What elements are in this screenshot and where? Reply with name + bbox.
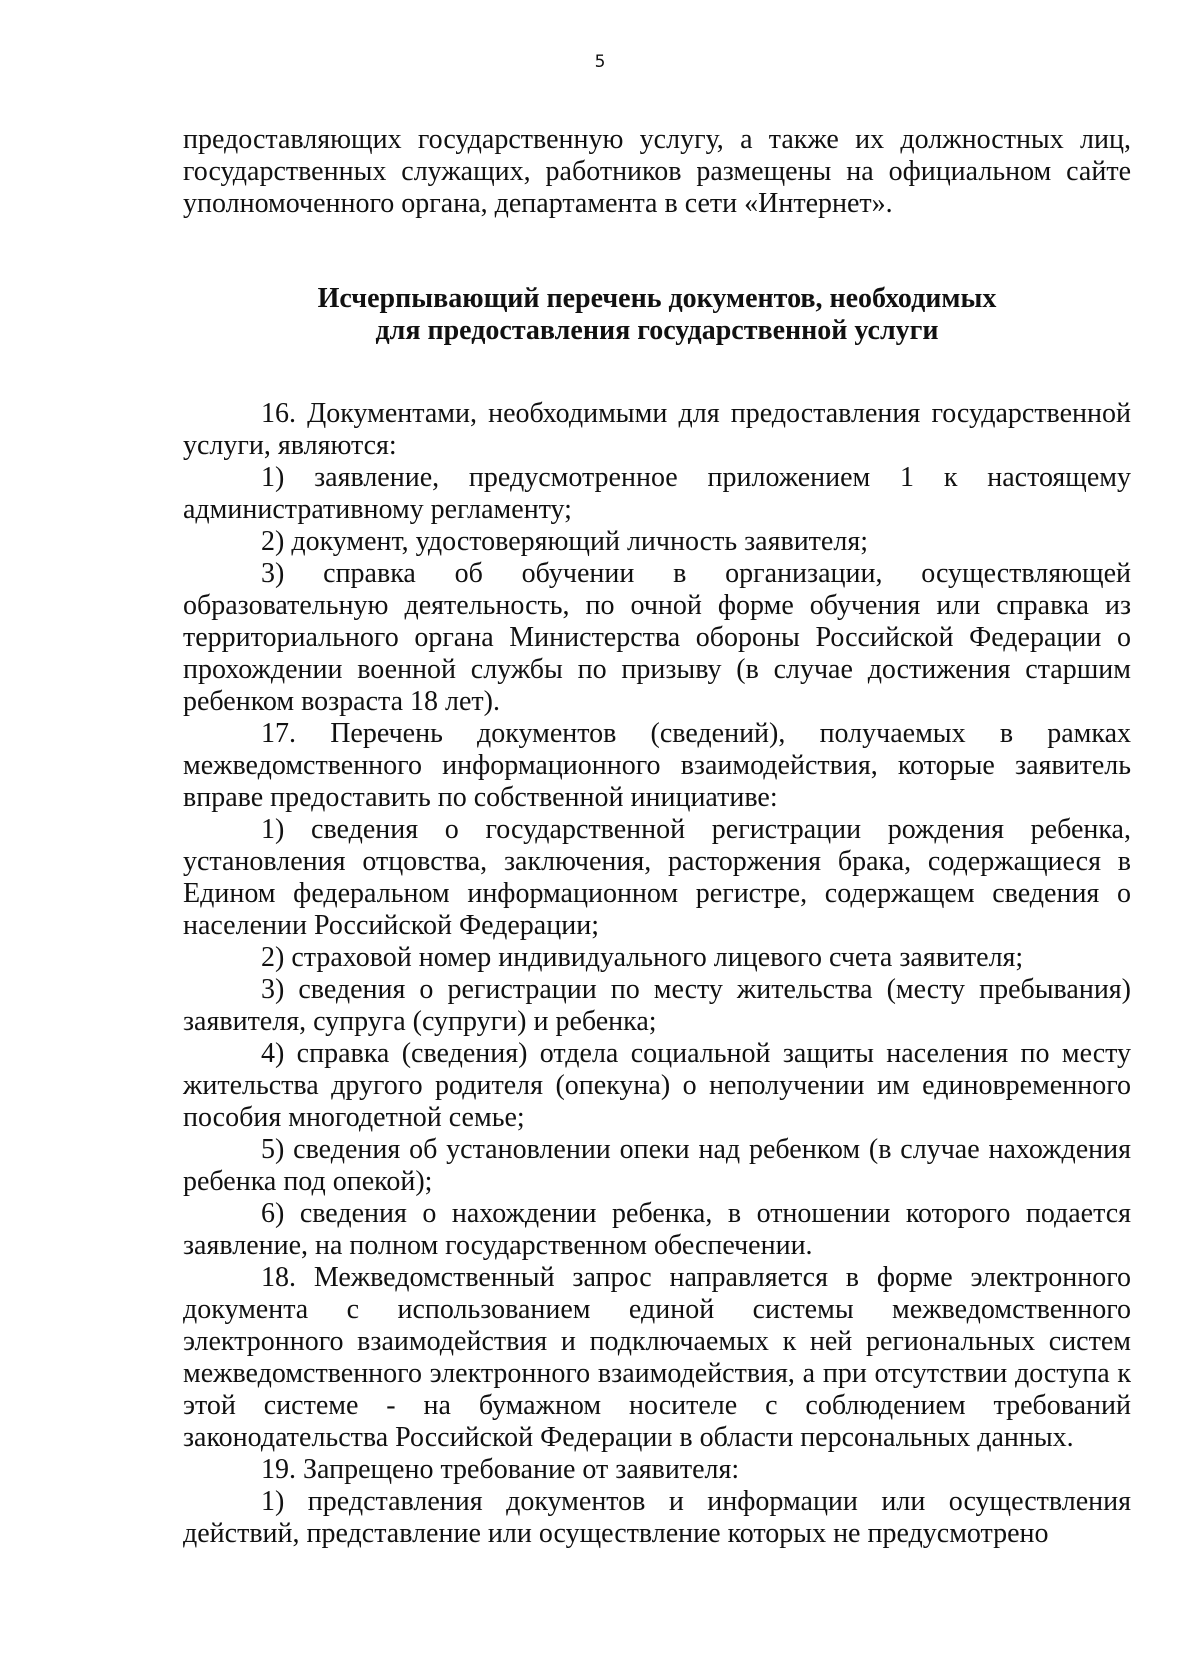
paragraph-16: 16. Документами, необходимыми для предоставления государственной услуги, являются: [183, 398, 1131, 461]
section-heading-line-1: Исчерпывающий перечень документов, необходимых [317, 283, 997, 314]
paragraph-17-item-6: 6) сведения о нахождении ребенка, в отношении которого подается заявление, на полном государственном обеспечении. [183, 1198, 1131, 1261]
paragraph-16-item-2: 2) документ, удостоверяющий личность заявителя; [261, 526, 868, 557]
paragraph-17-item-2: 2) страховой номер индивидуального лицевого счета заявителя; [261, 942, 1024, 973]
intro-paragraph [183, 124, 1131, 220]
page-number: 5 [594, 52, 606, 72]
paragraph-17-item-1: 1) сведения о государственной регистрации рождения ребенка, установления отцовства, заключения, расторжения брака, содержащиеся в Едином федеральном информационном регистре, содержащем сведения о населении Российской Федерации; [183, 814, 1131, 941]
paragraph-17-item-3: 3) сведения о регистрации по месту жительства (месту пребывания) заявителя, супруга (супруги) и ребенка; [183, 974, 1131, 1037]
main-body [183, 398, 1131, 1550]
paragraph-16-item-3: 3) справка об обучении в организации, осуществляющей образовательную деятельность, по очной форме обучения или справка из территориального органа Министерства обороны Российской Федерации о прохождении военной службы по призыву (в случае достижения старшим ребенком возраста 18 лет). [183, 558, 1131, 717]
paragraph-17-item-4: 4) справка (сведения) отдела социальной защиты населения по месту жительства другого родителя (опекуна) о неполучении им единовременного пособия многодетной семье; [183, 1038, 1131, 1133]
paragraph-17: 17. Перечень документов (сведений), получаемых в рамках межведомственного информационного взаимодействия, которые заявитель вправе предоставить по собственной инициативе: [183, 718, 1131, 813]
paragraph-18: 18. Межведомственный запрос направляется в форме электронного документа с использованием единой системы межведомственного электронного взаимодействия и подключаемых к ней региональных систем межведомственного электронного взаимодействия, а при отсутствии доступа к этой системе - на бумажном носителе с соблюдением требований законодательства Российской Федерации в области персональных данных. [183, 1262, 1131, 1453]
section-heading-line-2: для предоставления государственной услуги [375, 315, 939, 346]
paragraph-16-item-1: 1) заявление, предусмотренное приложением 1 к настоящему административному регламенту; [183, 462, 1131, 525]
paragraph-19: 19. Запрещено требование от заявителя: [261, 1454, 740, 1485]
paragraph-17-item-5: 5) сведения об установлении опеки над ребенком (в случае нахождения ребенка под опекой); [183, 1134, 1131, 1197]
paragraph-19-item-1: 1) представления документов и информации или осуществления действий, представление или осуществление которых не предусмотрено [183, 1486, 1131, 1549]
section-heading [183, 283, 1131, 347]
intro-text: предоставляющих государственную услугу, а также их должностных лиц, государственных служащих, работников размещены на официальном сайте уполномоченного органа, департамента в сети «Интернет». [183, 124, 1131, 219]
